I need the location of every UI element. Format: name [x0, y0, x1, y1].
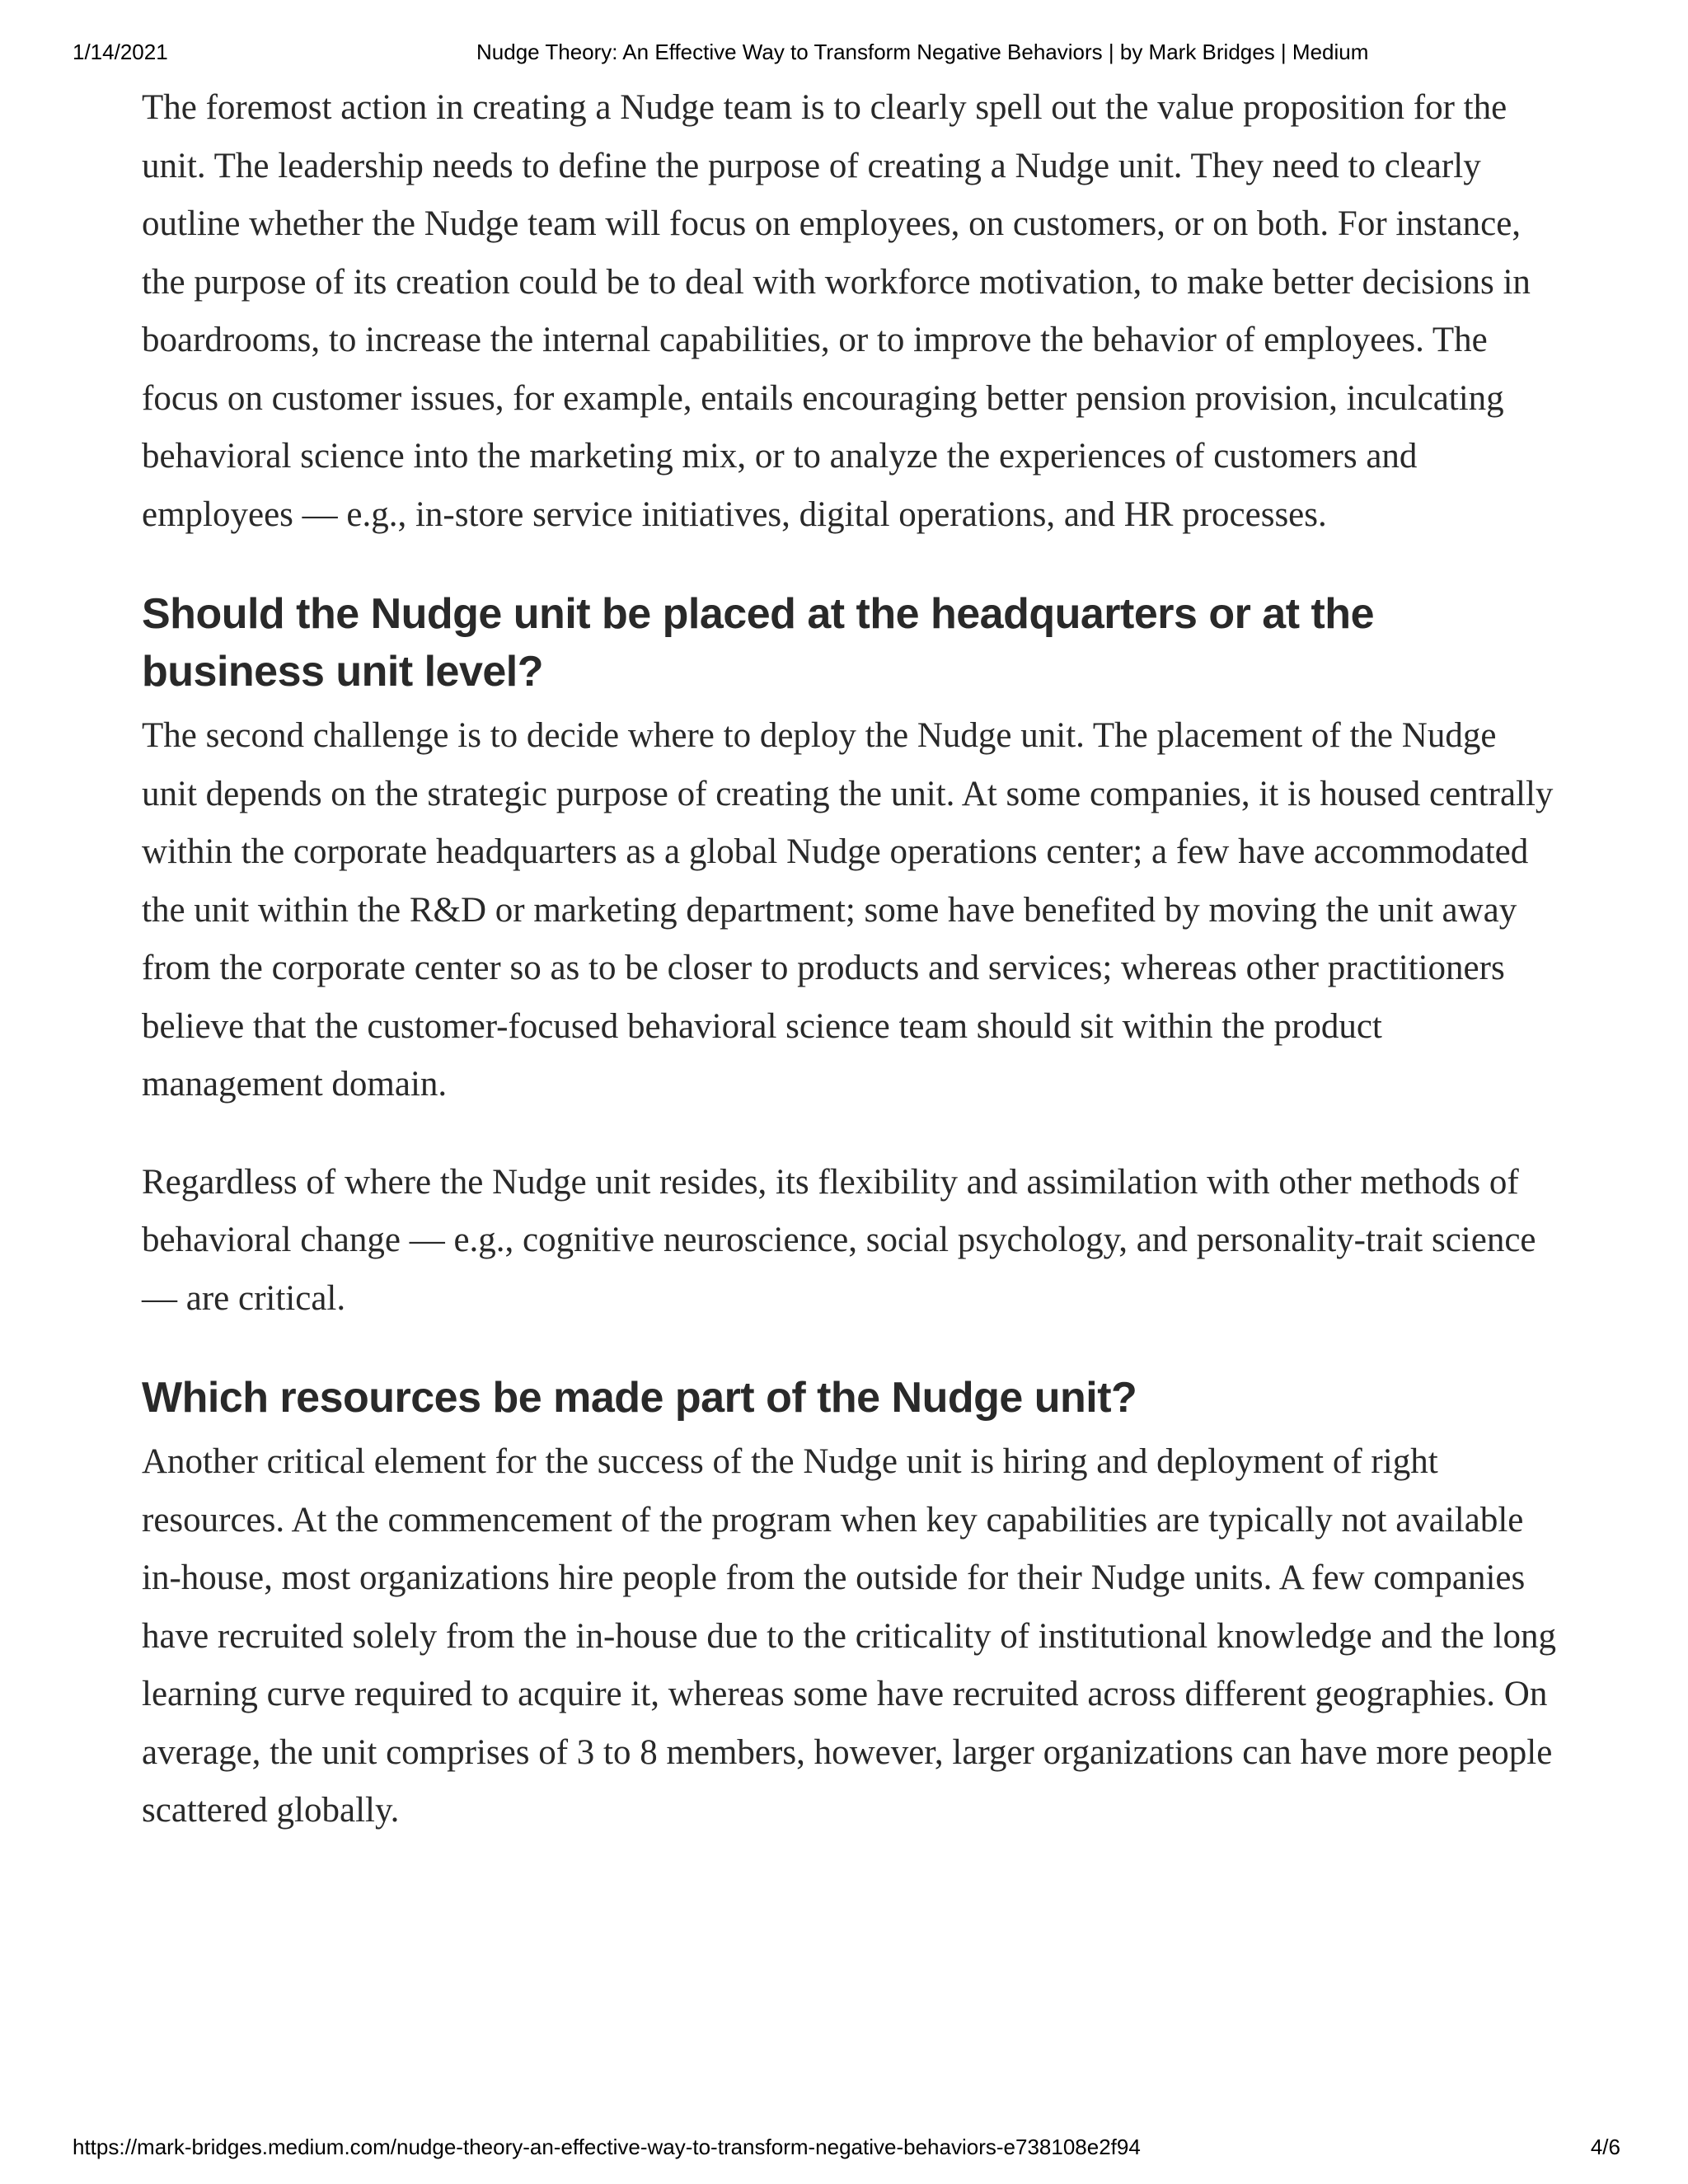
paragraph-resources: Another critical element for the success of the Nudge unit is hiring and deployment of right resources. At the commencement of the program when key capabilities are typically not available in-house, most organizations hire people from the outside for their Nudge units. A few companies have recruited solely from the in-house due to the criticality of institutional knowledge and the long learning curve required to acquire it, whereas some have recruited across different geographies. On average, the unit comprises of 3 to 8 members, however, larger organizations can have more people scattered globally. [142, 1442, 1556, 1830]
paragraph-value-proposition: The foremost action in creating a Nudge team is to clearly spell out the value proposition for the unit. The leadership needs to define the purpose of creating a Nudge unit. They need to clearly outline whether the Nudge team will focus on employees, on customers, or on both. For instance, the purpose of its creation could be to deal with workforce motivation, to make better decisions in boardrooms, to increase the internal capabilities, or to improve the behavior of employees. The focus on customer issues, for example, entails encouraging better pension provision, inculcating behavioral science into the marketing mix, or to analyze the experiences of customers and employees — e.g., in-store service initiatives, digital operations, and HR processes. [142, 88, 1531, 534]
heading-placement: Should the Nudge unit be placed at the headquarters or at the business unit level? [142, 590, 1374, 696]
heading-resources: Which resources be made part of the Nudge unit? [142, 1374, 1137, 1422]
paragraph-flexibility: Regardless of where the Nudge unit resides, its flexibility and assimilation with other methods of behavioral change — e.g., cognitive neuroscience, social psychology, and personality-trait science — are critical. [142, 1162, 1536, 1318]
print-page-title: Nudge Theory: An Effective Way to Transform Negative Behaviors | by Mark Bridges | Medium [476, 40, 1369, 64]
print-date: 1/14/2021 [73, 40, 168, 64]
print-url[interactable]: https://mark-bridges.medium.com/nudge-theory-an-effective-way-to-transform-negative-behaviors-e738108e2f94 [73, 2135, 1141, 2159]
paragraph-placement: The second challenge is to decide where to deploy the Nudge unit. The placement of the Nudge unit depends on the strategic purpose of creating the unit. At some companies, it is housed centrally within the corporate headquarters as a global Nudge operations center; a few have accommodated the unit within the R&D or marketing department; some have benefited by moving the unit away from the corporate center so as to be closer to products and services; whereas other practitioners believe that the customer-focused behavioral science team should sit within the product management domain. [142, 716, 1554, 1104]
print-footer [0, 2135, 1688, 2168]
page-number: 4/6 [1590, 2135, 1620, 2159]
article-body [142, 79, 1559, 1840]
print-header [0, 40, 1688, 73]
